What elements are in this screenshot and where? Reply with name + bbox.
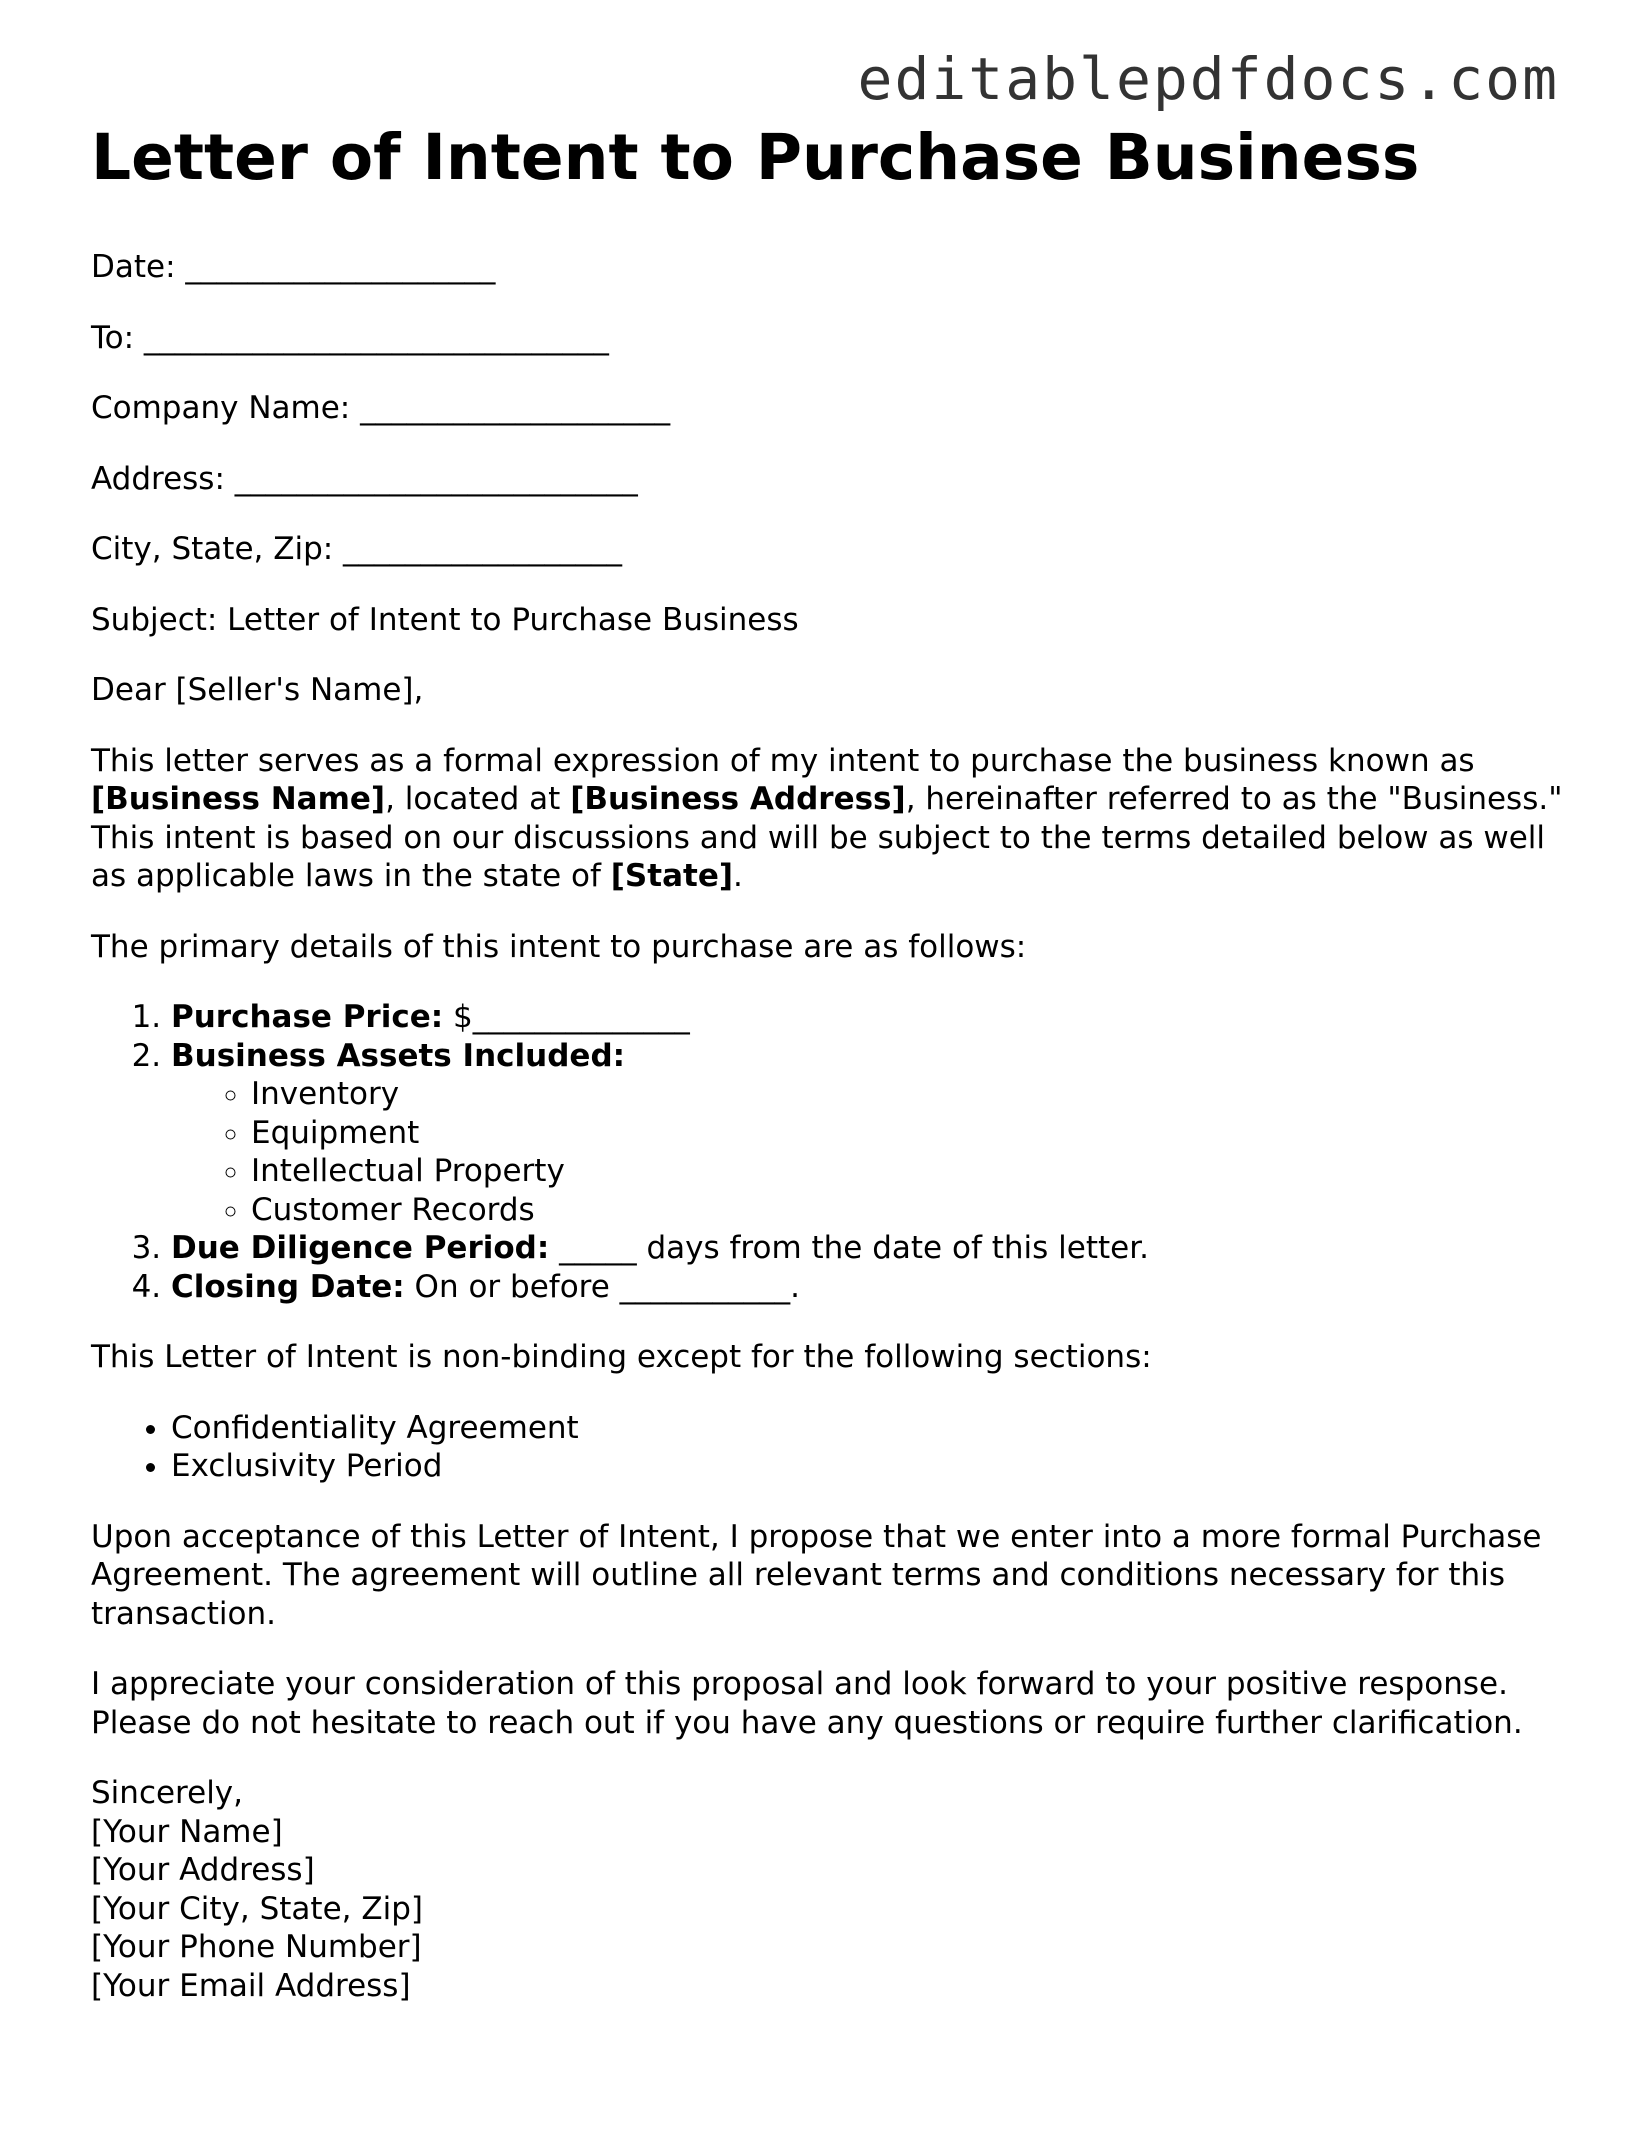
watermark: editablepdfdocs.com xyxy=(857,45,1559,113)
due-diligence-label: Due Diligence Period: xyxy=(171,1230,550,1266)
closing-date-value: On or before ___________. xyxy=(404,1268,800,1305)
details-intro: The primary details of this intent to purchase are as follows: xyxy=(91,928,1027,965)
binding-item: • Exclusivity Period xyxy=(171,1447,1571,1486)
asset-item: ◦ Customer Records xyxy=(251,1191,1571,1230)
state-placeholder: [State] xyxy=(610,858,734,894)
date-field: Date: ____________________ xyxy=(91,249,496,285)
your-address: [Your Address] xyxy=(91,1852,315,1888)
binding-intro: This Letter of Intent is non-binding except for the following sections: xyxy=(91,1339,1152,1375)
agreement-paragraph: Upon acceptance of this Letter of Intent, I propose that we enter into a more formal Purchase Agreement. The agreement will outline all relevant terms and conditions necessary for this transaction. xyxy=(91,1518,1542,1632)
business-name-placeholder: [Business Name] xyxy=(91,781,386,817)
asset-item: ◦ Equipment xyxy=(251,1114,1571,1153)
business-assets-label: Business Assets Included: xyxy=(171,1037,626,1074)
binding-item: • Confidentiality Agreement xyxy=(171,1409,1571,1448)
intro-text-3: , hereinafter referred to as the "Business." This intent is based on our discussions and will be subject to the terms detailed below as well as applicable laws in the state of xyxy=(91,781,1563,894)
purchase-price-label: Purchase Price: xyxy=(171,999,444,1035)
sign-off: Sincerely, xyxy=(91,1775,244,1811)
details-list xyxy=(91,998,1571,1306)
list-item-business-assets xyxy=(171,1037,1571,1230)
intro-text-1: This letter serves as a formal expression of my intent to purchase the business known as xyxy=(91,742,1475,779)
intro-text-2: , located at xyxy=(385,781,571,817)
intro-paragraph xyxy=(91,742,1571,896)
company-name-field: Company Name: ____________________ xyxy=(91,390,671,426)
list-item-purchase-price xyxy=(171,998,1571,1037)
due-diligence-value: _____ days from the date of this letter. xyxy=(549,1230,1149,1266)
to-field: To: ______________________________ xyxy=(91,319,609,356)
assets-list xyxy=(171,1075,1571,1229)
signature-block xyxy=(91,1774,1571,2005)
binding-sections-list xyxy=(91,1409,1571,1486)
greeting: Dear [Seller's Name], xyxy=(91,672,424,708)
your-phone: [Your Phone Number] xyxy=(91,1929,422,1965)
purchase-price-value: $______________ xyxy=(443,999,690,1035)
asset-item: ◦ Intellectual Property xyxy=(251,1152,1571,1191)
list-item-closing-date xyxy=(171,1268,1571,1307)
intro-text-4: . xyxy=(733,858,743,894)
city-state-zip-field: City, State, Zip: __________________ xyxy=(91,531,623,567)
page-title: Letter of Intent to Purchase Business xyxy=(91,121,1420,194)
address-field: Address: __________________________ xyxy=(91,460,638,497)
your-email: [Your Email Address] xyxy=(91,1967,411,2004)
subject-line: Subject: Letter of Intent to Purchase Business xyxy=(91,601,799,638)
business-address-placeholder: [Business Address] xyxy=(570,781,906,817)
letter-body xyxy=(91,118,1571,2005)
closing-date-label: Closing Date: xyxy=(171,1268,405,1305)
your-name: [Your Name] xyxy=(91,1813,283,1850)
asset-item: ◦ Inventory xyxy=(251,1075,1571,1114)
thanks-paragraph: I appreciate your consideration of this proposal and look forward to your positive response. Please do not hesitate to reach out if you have any questions or require further clarification. xyxy=(91,1666,1523,1741)
list-item-due-diligence xyxy=(171,1229,1571,1268)
your-city-state-zip: [Your City, State, Zip] xyxy=(91,1890,423,1927)
